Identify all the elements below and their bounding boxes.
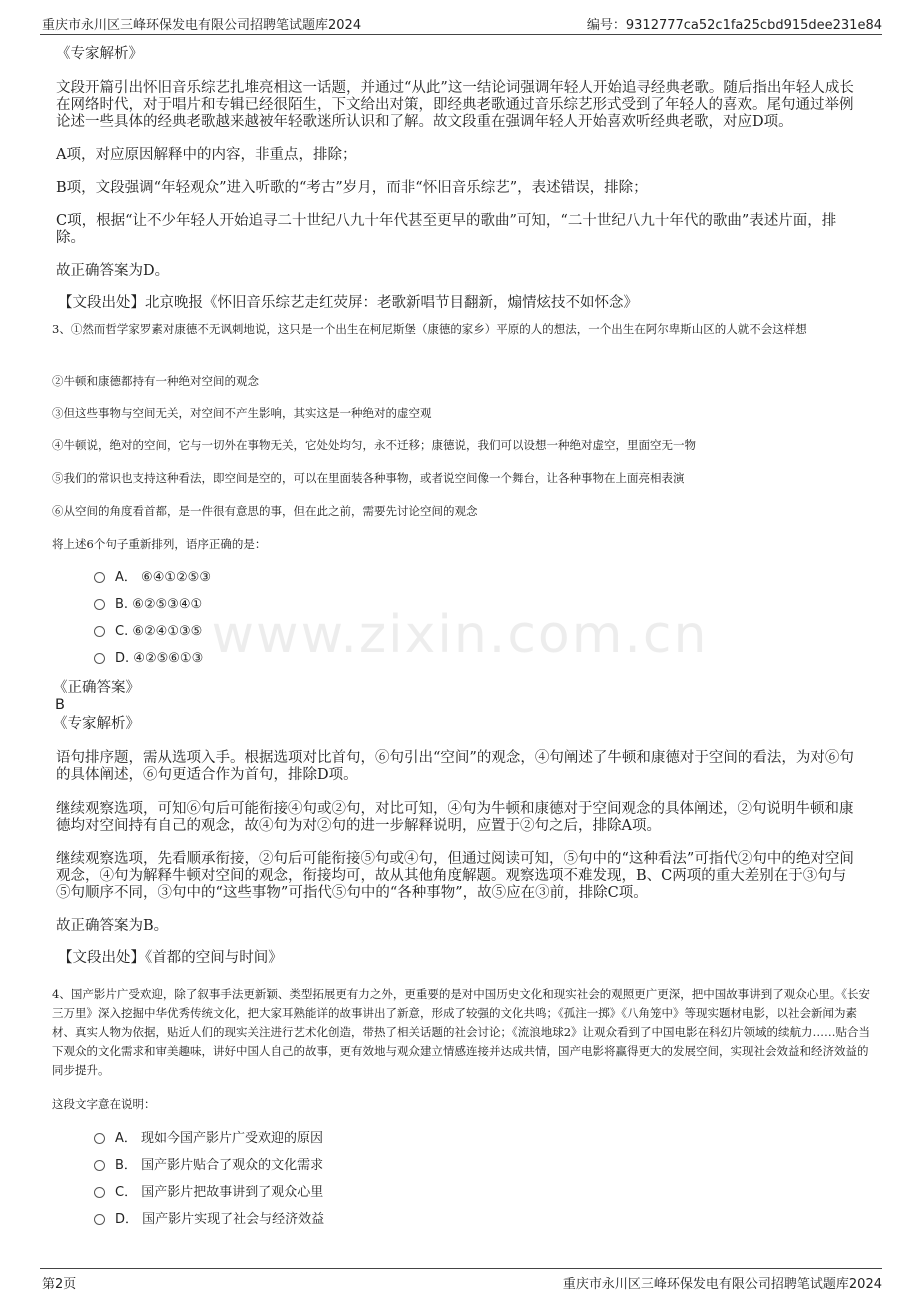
q3-option-d[interactable] [94, 650, 203, 668]
q2-analysis-paragraph: 文段开篇引出怀旧音乐综艺扎堆亮相这一话题，并通过“从此”这一结论词强调年轻人开始追寻经典老歌。随后指出年轻人成长在网络时代，对于唱片和专辑已经很陌生，下文给出对策，即经典老歌通过音乐综艺形式受到了年轻人的喜欢。尾句通过举例论述一些具体的经典老歌越来越被年轻歌迷所认识和了解。故文段重在强调年轻人开始喜欢听经典老歌，对应D项。 [56, 80, 854, 130]
option-letter: B． [115, 1158, 137, 1173]
radio-icon[interactable] [94, 653, 105, 664]
radio-icon[interactable] [94, 599, 105, 610]
q3-sentence-4: ④牛顿说，绝对的空间，它与一切外在事物无关，它处处均匀，永不迁移；康德说，我们可以设想一种绝对虚空，里面空无一物 [52, 438, 696, 452]
q2-answer: 故正确答案为D。 [56, 263, 170, 279]
option-text: ⑥②⑤③④① [132, 597, 203, 612]
watermark: www.zixin.com.cn [211, 605, 709, 665]
option-letter: D. [115, 651, 130, 666]
q3-option-b[interactable] [94, 596, 202, 614]
option-letter: C． [115, 1185, 138, 1200]
q4-option-b[interactable] [94, 1157, 323, 1175]
q3-analysis-title: 《专家解析》 [53, 716, 140, 732]
radio-icon[interactable] [94, 626, 105, 637]
q3-final-answer: 故正确答案为B。 [56, 918, 169, 934]
option-letter: D． [115, 1212, 139, 1227]
radio-icon[interactable] [94, 1160, 105, 1171]
option-text: 国产影片把故事讲到了观众心里 [141, 1185, 324, 1200]
q3-analysis-p3: 继续观察选项，先看顺承衔接，②句后可能衔接⑤句或④句，但通过阅读可知，⑤句中的“这种看法”可指代②句中的绝对空间观念，④句为解释牛顿对空间的观念，衔接均可，故从其他角度解题。观察选项不难发现，B、C两项的重大差别在于③句与⑤句顺序不同，③句中的“这些事物”可指代⑤句中的“各种事物”，故⑤应在③前，排除C项。 [56, 851, 854, 901]
q3-option-a[interactable] [94, 569, 211, 587]
page-header [40, 10, 882, 35]
option-text: 国产影片实现了社会与经济效益 [142, 1212, 325, 1227]
q3-sentence-2: ②牛顿和康德都持有一种绝对空间的观念 [52, 374, 259, 388]
q3-sentence-3: ③但这些事物与空间无关，对空间不产生影响，其实这是一种绝对的虚空观 [52, 406, 432, 420]
option-letter: A． [115, 1131, 137, 1146]
q3-prompt: 将上述6个句子重新排列，语序正确的是： [52, 537, 267, 551]
q3-answer-title: 《正确答案》 [53, 680, 140, 696]
q2-analysis-option-c: C项，根据“让不少年轻人开始追寻二十世纪八九十年代甚至更早的歌曲”可知，“二十世纪八九十年代的歌曲”表述片面，排除。 [56, 213, 837, 246]
header-doc-id: 编号：9312777ca52c1fa25cbd915dee231e84 [586, 18, 882, 33]
q4-option-a[interactable] [94, 1130, 323, 1148]
q2-analysis-option-a: A项，对应原因解释中的内容，非重点，排除； [56, 147, 357, 163]
radio-icon[interactable] [94, 1214, 105, 1225]
q3-answer: B [55, 697, 65, 713]
page-number: 第2页 [42, 1277, 77, 1292]
option-text: 国产影片贴合了观众的文化需求 [141, 1158, 324, 1173]
q3-source: 【文段出处】《首都的空间与时间》 [58, 950, 283, 966]
option-letter: A． [115, 570, 137, 585]
option-letter: C. [115, 624, 129, 639]
q3-analysis-p1: 语句排序题，需从选项入手。根据选项对比首句，⑥句引出“空间”的观念，④句阐述了牛顿和康德对于空间的看法，为对⑥句的具体阐述，⑥句更适合作为首句，排除D项。 [56, 750, 854, 783]
q3-sentence-5: ⑤我们的常识也支持这种看法，即空间是空的，可以在里面装各种事物，或者说空间像一个舞台，让各种事物在上面亮相表演 [52, 471, 685, 485]
radio-icon[interactable] [94, 1187, 105, 1198]
q4-option-d[interactable] [94, 1211, 324, 1229]
option-text: 现如今国产影片广受欢迎的原因 [141, 1131, 324, 1146]
radio-icon[interactable] [94, 572, 105, 583]
q4-prompt: 这段文字意在说明： [52, 1097, 156, 1111]
option-letter: B. [115, 597, 129, 612]
option-text: ⑥④①②⑤③ [141, 570, 211, 585]
q2-analysis-option-b: B项，文段强调“年轻观众”进入听歌的“考古”岁月，而非“怀旧音乐综艺”，表述错误，排除； [56, 180, 648, 196]
q3-analysis-p2: 继续观察选项，可知⑥句后可能衔接④句或②句，对比可知，④句为牛顿和康德对于空间观念的具体阐述，②句说明牛顿和康德均对空间持有自己的观念，故④句为对②句的进一步解释说明，应置于②句之后，排除A项。 [56, 801, 854, 834]
footer-title: 重庆市永川区三峰环保发电有限公司招聘笔试题库2024 [562, 1277, 882, 1292]
option-text: ④②⑤⑥①③ [133, 651, 204, 666]
option-text: ⑥②④①③⑤ [132, 624, 203, 639]
page-footer [40, 1268, 882, 1293]
q3-sentence-6: ⑥从空间的角度看首都，是一件很有意思的事，但在此之前，需要先讨论空间的观念 [52, 504, 478, 518]
q3-stem: 3、①然而哲学家罗素对康德不无讽刺地说，这只是一个出生在柯尼斯堡（康德的家乡）平原的人的想法，一个出生在阿尔卑斯山区的人就不会这样想 [52, 322, 807, 336]
q2-analysis-title: 《专家解析》 [56, 46, 143, 62]
q4-stem: 4、国产影片广受欢迎，除了叙事手法更新颖、类型拓展更有力之外，更重要的是对中国历史文化和现实社会的观照更广更深，把中国故事讲到了观众心里。《长安三万里》深入挖掘中华优秀传统文化，把大家耳熟能详的故事讲出了新意，形成了较强的文化共鸣；《孤注一掷》《八角笼中》等现实题材电影，以社会新闻为素材、真实人物为依据，贴近人们的现实关注进行艺术化创造，带热了相关话题的社会讨论；《流浪地球2》让观众看到了中国电影在科幻片领域的续航力……贴合当下观众的文化需求和审美趣味，讲好中国人自己的故事，更有效地与观众建立情感连接并达成共情，国产电影将赢得更大的发展空间，实现社会效益和经济效益的同步提升。 [52, 987, 871, 1077]
radio-icon[interactable] [94, 1133, 105, 1144]
q3-option-c[interactable] [94, 623, 202, 641]
q2-source: 【文段出处】北京晚报《怀旧音乐综艺走红荧屏：老歌新唱节目翻新，煽情炫技不如怀念》 [58, 295, 638, 311]
header-title: 重庆市永川区三峰环保发电有限公司招聘笔试题库2024 [42, 18, 362, 33]
q4-option-c[interactable] [94, 1184, 323, 1202]
